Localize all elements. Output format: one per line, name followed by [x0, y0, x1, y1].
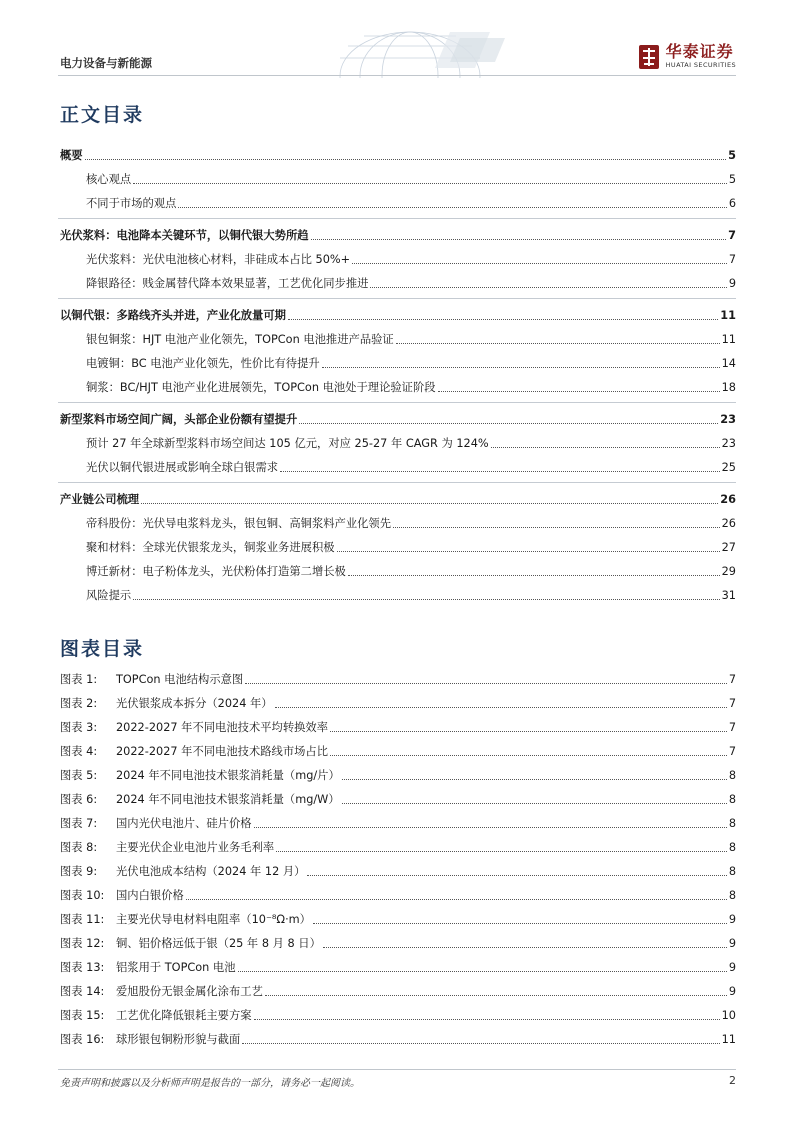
dot-leader: [352, 263, 727, 264]
huatai-logo-icon: [638, 44, 660, 70]
figure-entry-number: 图表 15:: [60, 1009, 105, 1022]
figure-entry[interactable]: [60, 984, 736, 1000]
toc-entry-page: 26: [720, 493, 736, 506]
figure-entry-page: 7: [728, 745, 736, 758]
section-divider: [58, 298, 736, 299]
figure-entry-label: 光伏银浆成本拆分（2024 年）: [116, 697, 273, 710]
toc-entry-page: 23: [721, 437, 736, 450]
toc-entry[interactable]: [60, 460, 736, 476]
figure-entry-label: 爱旭股份无银金属化涂布工艺: [116, 985, 263, 998]
figure-entry-page: 9: [728, 961, 736, 974]
dot-leader: [85, 159, 727, 160]
figure-entry-number: 图表 7:: [60, 817, 98, 830]
toc-entry-page: 5: [728, 149, 736, 162]
toc-entry-label: 不同于市场的观点: [86, 197, 177, 210]
footer-divider: [58, 1069, 736, 1070]
figure-entry-label: 主要光伏企业电池片业务毛利率: [116, 841, 275, 854]
figure-entry-label: 光伏电池成本结构（2024 年 12 月）: [116, 865, 306, 878]
figure-entry-label: 2024 年不同电池技术银浆消耗量（mg/片）: [116, 769, 340, 782]
toc-entry[interactable]: [60, 276, 736, 292]
toc-entry-page: 9: [728, 277, 736, 290]
dot-leader: [330, 731, 727, 732]
toc-entry[interactable]: [60, 196, 736, 212]
brand-logo: [638, 43, 736, 70]
toc-entry-label: 概要: [60, 149, 83, 162]
toc-entry-page: 27: [721, 541, 736, 554]
toc-entry[interactable]: [60, 412, 736, 428]
dot-leader: [337, 551, 720, 552]
dot-leader: [254, 1019, 720, 1020]
dot-leader: [311, 239, 727, 240]
figure-entry-number: 图表 6:: [60, 793, 98, 806]
toc-entry-label: 电镀铜：BC 电池产业化领先，性价比有待提升: [86, 357, 320, 370]
dot-leader: [323, 947, 727, 948]
toc-entry-label: 聚和材料：全球光伏银浆龙头，铜浆业务进展积极: [86, 541, 335, 554]
toc-entry[interactable]: [60, 380, 736, 396]
figure-entry-label: 国内光伏电池片、硅片价格: [116, 817, 252, 830]
dot-leader: [393, 527, 720, 528]
toc-entry[interactable]: [60, 308, 736, 324]
toc-entry-label: 以铜代银：多路线齐头并进，产业化放量可期: [60, 309, 286, 322]
dot-leader: [299, 423, 718, 424]
figure-entry-page: 9: [728, 937, 736, 950]
dot-leader: [438, 391, 720, 392]
figure-entry-number: 图表 4:: [60, 745, 98, 758]
dot-leader: [265, 995, 727, 996]
figure-entry-label: 铜、铝价格远低于银（25 年 8 月 8 日）: [116, 937, 321, 950]
figure-entry-page: 9: [728, 913, 736, 926]
dot-leader: [141, 503, 718, 504]
dot-leader: [242, 1043, 719, 1044]
toc-entry-label: 风险提示: [86, 589, 132, 602]
figure-entry-page: 7: [728, 697, 736, 710]
figure-entry-page: 8: [728, 769, 736, 782]
figure-entry-page: 8: [728, 889, 736, 902]
figure-entry-label: 工艺优化降低银耗主要方案: [116, 1009, 252, 1022]
dot-leader: [330, 755, 727, 756]
figure-entry[interactable]: [60, 888, 736, 904]
dot-leader: [396, 343, 720, 344]
figure-entry[interactable]: [60, 936, 736, 952]
header-sector-label: 电力设备与新能源: [60, 56, 152, 70]
figure-entry-number: 图表 2:: [60, 697, 98, 710]
toc-entry-page: 11: [720, 309, 736, 322]
figure-entry[interactable]: [60, 864, 736, 880]
toc-entry-label: 降银路径：贱金属替代降本效果显著，工艺优化同步推进: [86, 277, 369, 290]
figure-entry[interactable]: [60, 672, 736, 688]
figure-entry-page: 8: [728, 793, 736, 806]
toc-entry-page: 11: [721, 333, 736, 346]
toc-entry-page: 29: [721, 565, 736, 578]
toc-entry-label: 核心观点: [86, 173, 132, 186]
figure-entry-number: 图表 9:: [60, 865, 98, 878]
figure-entry-label: 主要光伏导电材料电阻率（10⁻⁸Ω·m）: [116, 913, 311, 926]
figure-entry-label: 2024 年不同电池技术银浆消耗量（mg/W）: [116, 793, 340, 806]
dot-leader: [178, 207, 726, 208]
dot-leader: [313, 923, 727, 924]
figure-entry-page: 8: [728, 841, 736, 854]
figure-entry[interactable]: [60, 912, 736, 928]
figure-entry-number: 图表 1:: [60, 673, 98, 686]
toc-entry[interactable]: [60, 564, 736, 580]
page-number: 2: [729, 1074, 736, 1087]
figure-entry[interactable]: [60, 816, 736, 832]
dot-leader: [186, 899, 727, 900]
figure-entry-number: 图表 14:: [60, 985, 105, 998]
figure-entry-label: 铝浆用于 TOPCon 电池: [116, 961, 236, 974]
toc-entry-page: 26: [721, 517, 736, 530]
dot-leader: [276, 851, 727, 852]
header-divider: [58, 75, 736, 76]
dot-leader: [275, 707, 727, 708]
figure-entry[interactable]: [60, 1008, 736, 1024]
figure-entry-page: 7: [728, 721, 736, 734]
toc-entry[interactable]: [60, 516, 736, 532]
toc-entry-label: 光伏浆料：光伏电池核心材料，非硅成本占比 50%+: [86, 253, 351, 266]
toc-entry-page: 25: [721, 461, 736, 474]
figure-entry-number: 图表 11:: [60, 913, 105, 926]
toc-entry-label: 博迁新材：电子粉体龙头，光伏粉体打造第二增长极: [86, 565, 346, 578]
toc-entry[interactable]: [60, 228, 736, 244]
dot-leader: [280, 471, 720, 472]
figure-entry[interactable]: [60, 744, 736, 760]
figure-entry-number: 图表 12:: [60, 937, 105, 950]
toc-entry-label: 预计 27 年全球新型浆料市场空间达 105 亿元，对应 25-27 年 CAGR 为 124%: [86, 437, 489, 450]
dot-leader: [322, 367, 720, 368]
footer-disclaimer: 免责声明和披露以及分析师声明是报告的一部分，请务必一起阅读。: [60, 1078, 360, 1089]
figure-entry-page: 11: [721, 1033, 736, 1046]
brand-name-cn: 华泰证券: [665, 42, 734, 61]
toc-entry-page: 31: [721, 589, 736, 602]
figure-entry-number: 图表 10:: [60, 889, 105, 902]
figure-entry[interactable]: [60, 1032, 736, 1048]
toc-entry[interactable]: [60, 252, 736, 268]
toc-title: 正文目录: [60, 104, 145, 126]
globe-graphic: [300, 28, 520, 78]
figure-entry-number: 图表 8:: [60, 841, 98, 854]
figure-entry[interactable]: [60, 696, 736, 712]
toc-entry[interactable]: [60, 356, 736, 372]
figure-entry[interactable]: [60, 960, 736, 976]
dot-leader: [238, 971, 727, 972]
figure-entry-number: 图表 16:: [60, 1033, 105, 1046]
toc-entry-page: 6: [728, 197, 736, 210]
figure-entry[interactable]: [60, 840, 736, 856]
dot-leader: [370, 287, 726, 288]
toc-entry-page: 23: [720, 413, 736, 426]
toc-entry[interactable]: [60, 148, 736, 164]
section-divider: [58, 482, 736, 483]
toc-entry-label: 银包铜浆：HJT 电池产业化领先，TOPCon 电池推进产品验证: [86, 333, 394, 346]
dot-leader: [491, 447, 720, 448]
brand-name-en: HUATAI SECURITIES: [665, 61, 736, 69]
dot-leader: [133, 183, 727, 184]
toc-entry-label: 光伏浆料：电池降本关键环节，以铜代银大势所趋: [60, 229, 309, 242]
figure-entry[interactable]: [60, 720, 736, 736]
toc-entry-label: 帝科股份：光伏导电浆料龙头，银包铜、高铜浆料产业化领先: [86, 517, 392, 530]
toc-entry-page: 14: [721, 357, 736, 370]
dot-leader: [133, 599, 719, 600]
figures-title: 图表目录: [60, 638, 145, 660]
dot-leader: [342, 779, 727, 780]
toc-entry[interactable]: [60, 332, 736, 348]
figure-entry[interactable]: [60, 792, 736, 808]
figure-entry-label: 国内白银价格: [116, 889, 184, 902]
toc-entry-page: 5: [728, 173, 736, 186]
dot-leader: [254, 827, 727, 828]
figure-entry-label: TOPCon 电池结构示意图: [116, 673, 244, 686]
dot-leader: [348, 575, 720, 576]
section-divider: [58, 218, 736, 219]
figure-entry-number: 图表 13:: [60, 961, 105, 974]
figure-entry[interactable]: [60, 768, 736, 784]
figure-entry-number: 图表 3:: [60, 721, 98, 734]
toc-entry[interactable]: [60, 588, 736, 604]
toc-entry-page: 7: [728, 253, 736, 266]
toc-entry-page: 7: [728, 229, 736, 242]
figure-entry-label: 2022-2027 年不同电池技术路线市场占比: [116, 745, 329, 758]
figure-entry-page: 9: [728, 985, 736, 998]
toc-entry-page: 18: [721, 381, 736, 394]
figure-entry-label: 2022-2027 年不同电池技术平均转换效率: [116, 721, 329, 734]
figure-entry-page: 10: [721, 1009, 736, 1022]
toc-entry-label: 铜浆：BC/HJT 电池产业化进展领先，TOPCon 电池处于理论验证阶段: [86, 381, 436, 394]
toc-entry-label: 新型浆料市场空间广阔，头部企业份额有望提升: [60, 413, 298, 426]
figure-entry-number: 图表 5:: [60, 769, 98, 782]
toc-entry[interactable]: [60, 436, 736, 452]
toc-entry-label: 光伏以铜代银进展或影响全球白银需求: [86, 461, 279, 474]
dot-leader: [342, 803, 727, 804]
section-divider: [58, 402, 736, 403]
toc-entry-label: 产业链公司梳理: [60, 493, 140, 506]
figure-entry-label: 球形银包铜粉形貌与截面: [116, 1033, 241, 1046]
dot-leader: [288, 319, 718, 320]
toc-entry[interactable]: [60, 172, 736, 188]
figure-entry-page: 8: [728, 865, 736, 878]
toc-entry[interactable]: [60, 492, 736, 508]
dot-leader: [307, 875, 726, 876]
toc-entry[interactable]: [60, 540, 736, 556]
dot-leader: [245, 683, 727, 684]
figure-entry-page: 7: [728, 673, 736, 686]
figure-entry-page: 8: [728, 817, 736, 830]
